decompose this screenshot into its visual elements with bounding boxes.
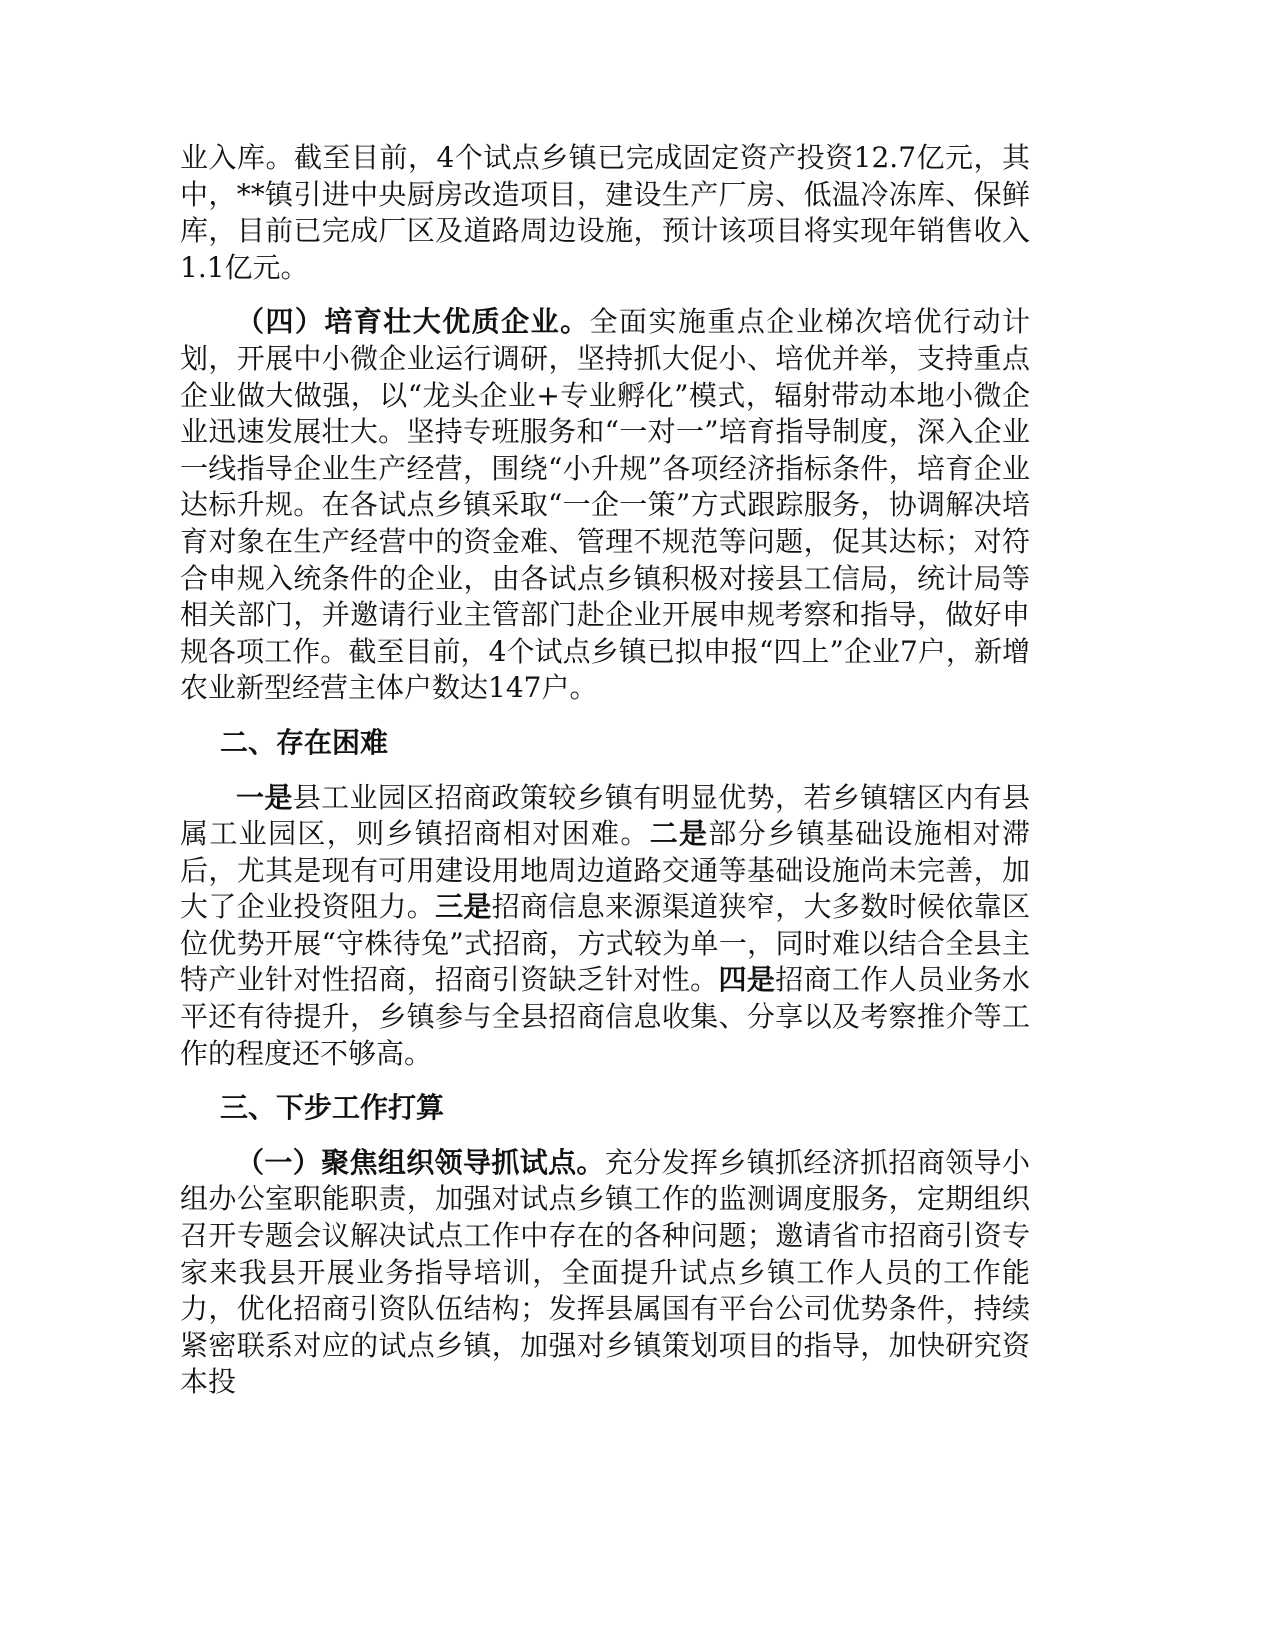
section-heading-difficulties: 二、存在困难 (220, 725, 389, 759)
difficulty-text-3: 招商信息来源渠道狭窄，大多数时候依靠区位优势开展“守株待兔”式招商，方式较为单一，同时难以结合全县主特产业针对性招商，招商引资缺乏针对性。 (180, 890, 1030, 997)
difficulty-lead-2: 二是 (649, 817, 709, 851)
paragraph-investment-progress (180, 140, 1030, 286)
paragraph-lead: （四）培育壮大优质企业。 (236, 305, 590, 339)
paragraph-lead: （一）聚焦组织领导抓试点。 (236, 1145, 605, 1179)
paragraph-text: 全面实施重点企业梯次培优行动计划，开展中小微企业运行调研，坚持抓大促小、培优并举，支持重点企业做大做强，以“龙头企业+专业孵化”模式，辐射带动本地小微企业迅速发展壮大。坚持专班服务和“一对一”培育指导制度，深入企业一线指导企业生产经营，围绕“小升规”各项经济指标条件，培育企业达标升规。在各试点乡镇采取“一企一策”方式跟踪服务，协调解决培育对象在生产经营中的资金难、管理不规范等问题，促其达标；对符合申规入统条件的企业，由各试点乡镇积极对接县工信局，统计局等相关部门，并邀请行业主管部门赴企业开展申规考察和指导，做好申规各项工作。截至目前，4个试点乡镇已拟申报“四上”企业7户，新增农业新型经营主体户数达147户。 (180, 305, 1030, 705)
difficulty-text-2: 部分乡镇基础设施相对滞后，尤其是现有可用建设用地周边道路交通等基础设施尚未完善，加大了企业投资阻力。 (180, 817, 1030, 924)
paragraph-text: 业入库。截至目前，4个试点乡镇已完成固定资产投资12.7亿元，其中，**镇引进中央厨房改造项目，建设生产厂房、低温冷冻库、保鲜库，目前已完成厂区及道路周边设施，预计该项目将实现年销售收入1.1亿元。 (180, 141, 1030, 284)
paragraph-enterprise-cultivation (180, 304, 1030, 707)
difficulty-text-4: 招商工作人员业务水平还有待提升，乡镇参与全县招商信息收集、分享以及考察推介等工作的程度还不够高。 (180, 963, 1030, 1070)
difficulty-lead-3: 三是 (435, 890, 492, 924)
difficulty-text-1: 县工业园区招商政策较乡镇有明显优势，若乡镇辖区内有县属工业园区，则乡镇招商相对困难。 (180, 780, 1030, 851)
section-heading-next-steps: 三、下步工作打算 (220, 1091, 445, 1125)
paragraph-text: 充分发挥乡镇抓经济抓招商领导小组办公室职能职责，加强对试点乡镇工作的监测调度服务，定期组织召开专题会议解决试点工作中存在的各种问题；邀请省市招商引资专家来我县开展业务指导培训，全面提升试点乡镇工作人员的工作能力，优化招商引资队伍结构；发挥县属国有平台公司优势条件，持续紧密联系对应的试点乡镇，加强对乡镇策划项目的指导，加快研究资本投 (180, 1145, 1030, 1399)
paragraph-organization-leadership (180, 1145, 1030, 1401)
paragraph-difficulties (180, 780, 1030, 1073)
difficulty-lead-1: 一是 (236, 780, 293, 814)
difficulty-lead-4: 四是 (718, 963, 776, 997)
document-page (180, 140, 1030, 1419)
